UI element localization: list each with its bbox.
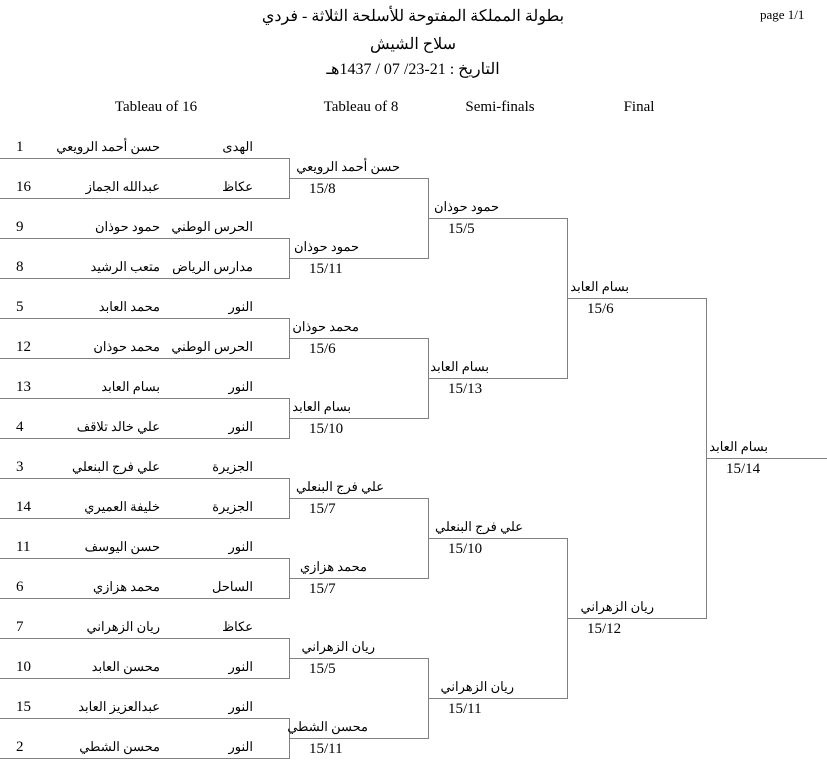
winner-name: حمود حوذان bbox=[433, 199, 499, 214]
seed-number: 16 bbox=[16, 179, 31, 195]
bout-score: 15/8 bbox=[309, 181, 336, 197]
tournament-title: بطولة المملكة المفتوحة للأسلحة الثلاثة - فردي bbox=[261, 8, 565, 25]
winner-name: ريان الزهراني bbox=[440, 679, 514, 694]
winner-name: علي فرج البنعلي bbox=[295, 479, 384, 494]
seed-number: 13 bbox=[16, 379, 31, 395]
winner-name: محسن الشطي bbox=[287, 719, 368, 734]
seed-number: 14 bbox=[16, 499, 31, 515]
column-tableau-8: Tableau of 8 bbox=[323, 99, 399, 115]
club-name: عكاظ bbox=[222, 179, 253, 194]
seed-number: 15 bbox=[16, 699, 31, 715]
seed-number: 11 bbox=[16, 539, 31, 555]
club-name: الهدى bbox=[222, 139, 253, 154]
fencer-name: محسن الشطي bbox=[79, 739, 160, 754]
weapon-label: سلاح الشيش bbox=[369, 36, 457, 53]
seed-number: 4 bbox=[16, 419, 24, 435]
fencer-name: متعب الرشيد bbox=[90, 259, 160, 274]
winner-name: محمد هزازي bbox=[299, 559, 367, 574]
club-name: النور bbox=[228, 299, 253, 314]
club-name: مدارس الرياض bbox=[172, 259, 253, 274]
column-final: Final bbox=[623, 99, 655, 115]
bout-score: 15/11 bbox=[448, 701, 482, 717]
winner-name: بسام العابد bbox=[430, 359, 489, 374]
bout-score: 15/10 bbox=[448, 541, 483, 557]
fencer-name: عبدالله الجماز bbox=[85, 179, 160, 194]
seed-number: 3 bbox=[16, 459, 24, 475]
winner-name: حسن أحمد الرويعي bbox=[296, 159, 400, 174]
bout-score: 15/12 bbox=[587, 621, 622, 637]
club-name: الحرس الوطني bbox=[171, 339, 253, 354]
bout-score: 15/7 bbox=[309, 501, 336, 517]
bout-score: 15/5 bbox=[309, 661, 336, 677]
club-name: الجزيرة bbox=[212, 499, 253, 514]
seed-number: 8 bbox=[16, 259, 24, 275]
seed-number: 1 bbox=[16, 139, 24, 155]
page-number: page 1/1 bbox=[760, 7, 805, 22]
fencer-name: بسام العابد bbox=[101, 379, 160, 394]
winner-name: محمد حوذان bbox=[292, 319, 359, 334]
bout-score: 15/11 bbox=[309, 741, 343, 757]
fencer-name: علي فرج البنعلي bbox=[71, 459, 160, 474]
club-name: الساحل bbox=[211, 579, 253, 594]
fencer-name: محمد العابد bbox=[98, 299, 160, 314]
club-name: النور bbox=[228, 699, 253, 714]
bout-score: 15/6 bbox=[309, 341, 336, 357]
fencer-name: ريان الزهراني bbox=[86, 619, 160, 634]
bout-score: 15/7 bbox=[309, 581, 336, 597]
date-label: التاريخ : 21-23/ 07 / 1437هـ bbox=[326, 61, 500, 78]
fencer-name: محمد حوذان bbox=[93, 339, 160, 354]
bout-score: 15/6 bbox=[587, 301, 614, 317]
seed-number: 6 bbox=[16, 579, 24, 595]
club-name: الحرس الوطني bbox=[171, 219, 253, 234]
club-name: النور bbox=[228, 419, 253, 434]
seed-number: 9 bbox=[16, 219, 24, 235]
seed-number: 2 bbox=[16, 739, 24, 755]
seed-number: 12 bbox=[16, 339, 31, 355]
bout-score: 15/11 bbox=[309, 261, 343, 277]
winner-name: بسام العابد bbox=[292, 399, 351, 414]
fencer-name: حسن اليوسف bbox=[84, 539, 160, 554]
fencer-name: حمود حوذان bbox=[94, 219, 160, 234]
winner-name: ريان الزهراني bbox=[301, 639, 375, 654]
bout-score: 15/10 bbox=[309, 421, 344, 437]
seed-number: 10 bbox=[16, 659, 31, 675]
bout-score: 15/5 bbox=[448, 221, 475, 237]
fencer-name: محسن العابد bbox=[91, 659, 160, 674]
champion-name: بسام العابد bbox=[709, 439, 768, 454]
winner-name: حمود حوذان bbox=[293, 239, 359, 254]
club-name: عكاظ bbox=[222, 619, 253, 634]
bout-score: 15/13 bbox=[448, 381, 483, 397]
fencer-name: خليفة العميري bbox=[84, 499, 160, 514]
fencer-name: محمد هزازي bbox=[92, 579, 160, 594]
column-semi-finals: Semi-finals bbox=[465, 99, 535, 115]
seed-number: 7 bbox=[16, 619, 24, 635]
club-name: النور bbox=[228, 379, 253, 394]
champion-score: 15/14 bbox=[726, 461, 761, 477]
fencer-name: علي خالد تلاقف bbox=[76, 419, 160, 434]
club-name: النور bbox=[228, 739, 253, 754]
club-name: الجزيرة bbox=[212, 459, 253, 474]
winner-name: ريان الزهراني bbox=[580, 599, 654, 614]
fencer-name: عبدالعزيز العابد bbox=[78, 699, 160, 714]
winner-name: علي فرج البنعلي bbox=[434, 519, 523, 534]
club-name: النور bbox=[228, 539, 253, 554]
column-tableau-16: Tableau of 16 bbox=[114, 99, 198, 115]
club-name: النور bbox=[228, 659, 253, 674]
winner-name: بسام العابد bbox=[570, 279, 629, 294]
seed-number: 5 bbox=[16, 299, 24, 315]
fencer-name: حسن أحمد الرويعي bbox=[56, 139, 160, 154]
